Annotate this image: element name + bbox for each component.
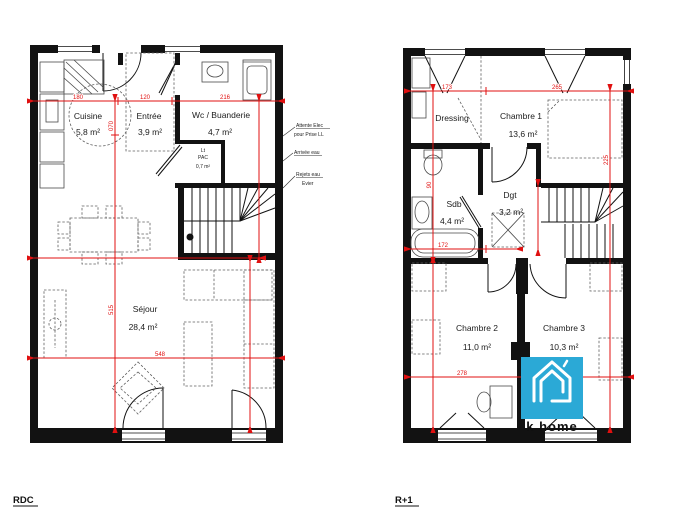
wardrobe-icon xyxy=(412,263,446,291)
dimension-label: 216 xyxy=(219,95,231,101)
skylight-icon xyxy=(492,213,524,247)
r1-chambre1-door xyxy=(492,147,527,182)
dimension-label: 120 xyxy=(139,95,151,101)
room-area-cuisine: 5,8 m² xyxy=(75,127,101,137)
dimension-label: 515 xyxy=(109,304,115,316)
wardrobe-icon xyxy=(412,320,440,354)
dimension-label: 548 xyxy=(154,352,166,358)
closet-icon xyxy=(412,58,430,88)
dimension-label: 070 xyxy=(109,120,115,132)
desk-chair-icon xyxy=(477,386,512,418)
room-label-dgt: Dgt xyxy=(503,190,517,200)
room-area-pac: 0,7 m² xyxy=(195,164,211,170)
room-label-pac-1: Lt xyxy=(200,148,206,154)
floor-title-rdc: RDC xyxy=(13,495,34,506)
r1-chambre3-door xyxy=(530,264,566,298)
room-label-chambre2: Chambre 2 xyxy=(455,323,499,333)
dimension-label: 278 xyxy=(456,371,468,377)
rdc-walls xyxy=(30,45,283,443)
dimension-label: 173 xyxy=(441,85,453,91)
sink-icon xyxy=(202,62,228,82)
logo-square xyxy=(521,357,583,419)
room-label-chambre1: Chambre 1 xyxy=(499,111,543,121)
washbasin-icon xyxy=(412,197,432,229)
annotation-rejets-2: Evier xyxy=(302,181,314,187)
washing-machine-icon xyxy=(243,60,271,100)
room-area-wc-buanderie: 4,7 m² xyxy=(207,127,233,137)
rdc-terrace-door-right xyxy=(232,390,266,428)
dining-table-icon xyxy=(58,206,150,264)
builder-logo xyxy=(521,357,583,434)
room-label-dressing: Dressing xyxy=(435,113,469,123)
wardrobe-icon xyxy=(590,263,622,291)
room-label-chambre3: Chambre 3 xyxy=(542,323,586,333)
annotation-arrivee-eau: Arrivée eau xyxy=(294,150,320,156)
rdc-window-top-1 xyxy=(58,47,92,52)
room-label-sdb: Sdb xyxy=(446,199,462,209)
floor-plan-rdc xyxy=(30,45,283,443)
logo-wordmark: k home xyxy=(526,419,578,434)
room-area-chambre1: 13,6 m² xyxy=(508,129,538,139)
armchair-icon xyxy=(112,362,164,414)
room-area-chambre3: 10,3 m² xyxy=(549,342,579,352)
dimension-label: 180 xyxy=(72,95,84,101)
sofa-icon xyxy=(184,270,274,388)
room-area-sejour: 28,4 m² xyxy=(128,322,158,332)
room-label-sejour: Séjour xyxy=(132,304,158,314)
rdc-dimensions xyxy=(34,95,278,426)
dimension-label: 265 xyxy=(551,85,563,91)
technical-annotations xyxy=(283,123,330,188)
cabinet-icon xyxy=(44,290,66,358)
annotation-rejets-1: Rejets eau xyxy=(296,172,320,178)
room-area-dgt: 3,2 m² xyxy=(498,207,524,217)
rdc-stairs xyxy=(184,188,275,253)
fridge-icon xyxy=(64,60,104,94)
rdc-pac-door xyxy=(156,145,182,176)
bed-icon xyxy=(548,100,622,158)
room-area-chambre2: 11,0 m² xyxy=(462,342,492,352)
r1-chambre2-door xyxy=(488,264,516,292)
r1-dressing-partition xyxy=(458,56,481,143)
room-label-wc-buanderie: Wc / Buanderie xyxy=(191,110,251,120)
room-label-entree: Entrée xyxy=(136,111,162,121)
rdc-window-top-2 xyxy=(165,47,200,52)
room-label-cuisine: Cuisine xyxy=(73,111,103,121)
dimension-label: 90 xyxy=(427,181,433,189)
floor-title-r1: R+1 xyxy=(395,495,413,506)
r1-stairs xyxy=(541,188,623,258)
dimension-label: 225 xyxy=(604,154,610,166)
rdc-terrace-door-left xyxy=(123,388,163,428)
annotation-attente-elec-2: pour Prise LL xyxy=(294,132,324,138)
closet-icon xyxy=(412,92,426,118)
rdc-kitchen-units xyxy=(40,60,131,188)
room-area-entree: 3,9 m² xyxy=(137,127,163,137)
dimension-label: 172 xyxy=(437,243,449,249)
annotation-attente-elec-1: Attente Elec xyxy=(296,123,323,129)
room-label-pac-2: PAC xyxy=(198,155,208,161)
floor-plan-r1 xyxy=(403,48,631,443)
room-area-sdb: 4,4 m² xyxy=(439,216,465,226)
coffee-table-icon xyxy=(184,322,212,386)
